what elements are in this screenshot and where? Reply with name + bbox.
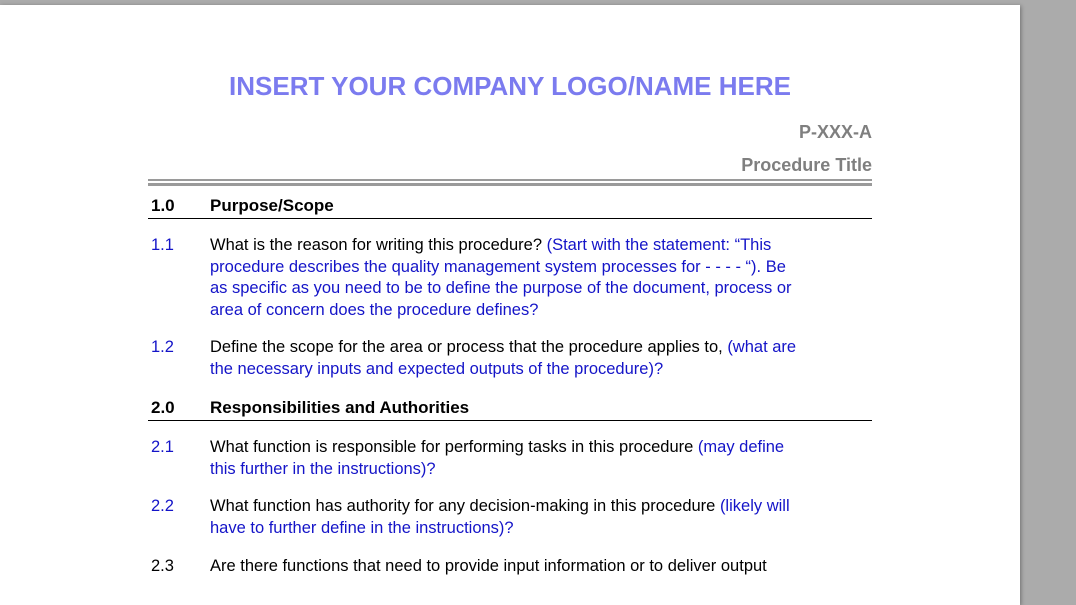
item-body [210,337,872,380]
item-number: 2.2 [151,497,174,515]
item-guidance: (Start with the statement: “This [546,236,772,254]
item-guidance-line: as specific as you need to be to define the purpose of the document, process or [210,279,792,297]
section-title: Responsibilities and Authorities [210,398,470,417]
item-number: 2.3 [151,557,174,575]
item-line [210,437,872,459]
section-title: Purpose/Scope [210,196,334,215]
header-rule-double [148,183,872,186]
item-line [210,496,872,518]
item-guidance: (may define [697,438,785,456]
item-prompt: Are there functions that need to provide input information or to deliver output [210,557,767,575]
item-guidance-line: the necessary inputs and expected outputs of the procedure)? [210,359,664,378]
item-number: 2.1 [151,438,174,456]
item-body [210,496,872,539]
item-guidance: (what are [727,338,797,356]
item-body [210,235,872,321]
item-guidance-line: have to further define in the instructions)? [210,518,514,537]
section-heading [148,396,872,421]
document-number: P-XXX-A [798,122,872,142]
item-line [210,235,872,257]
header-rule [148,179,872,181]
item-guidance-line: this further in the instructions)? [210,459,436,478]
item-body [210,437,872,480]
item-line [210,337,872,359]
item-prompt: What is the reason for writing this procedure? [210,236,547,254]
section-number: 1.0 [151,196,175,215]
item-prompt: What function has authority for any decision-making in this procedure [210,497,720,515]
item-prompt: Define the scope for the area or process that the procedure applies to, [210,338,728,356]
section-heading [148,194,872,219]
company-logo-placeholder: INSERT YOUR COMPANY LOGO/NAME HERE [229,71,791,101]
item-prompt: What function is responsible for performing tasks in this procedure [210,438,698,456]
item-body [210,556,872,578]
item-guidance-line: area of concern does the procedure defines? [210,300,539,319]
item-number: 1.2 [151,338,174,356]
item-guidance-line: procedure describes the quality management system processes for - - - - “). Be [210,257,786,276]
item-guidance: (likely will [719,497,790,515]
document-page[interactable] [0,5,1020,605]
item-number: 1.1 [151,236,174,254]
section-number: 2.0 [151,398,175,417]
procedure-title: Procedure Title [741,155,872,175]
